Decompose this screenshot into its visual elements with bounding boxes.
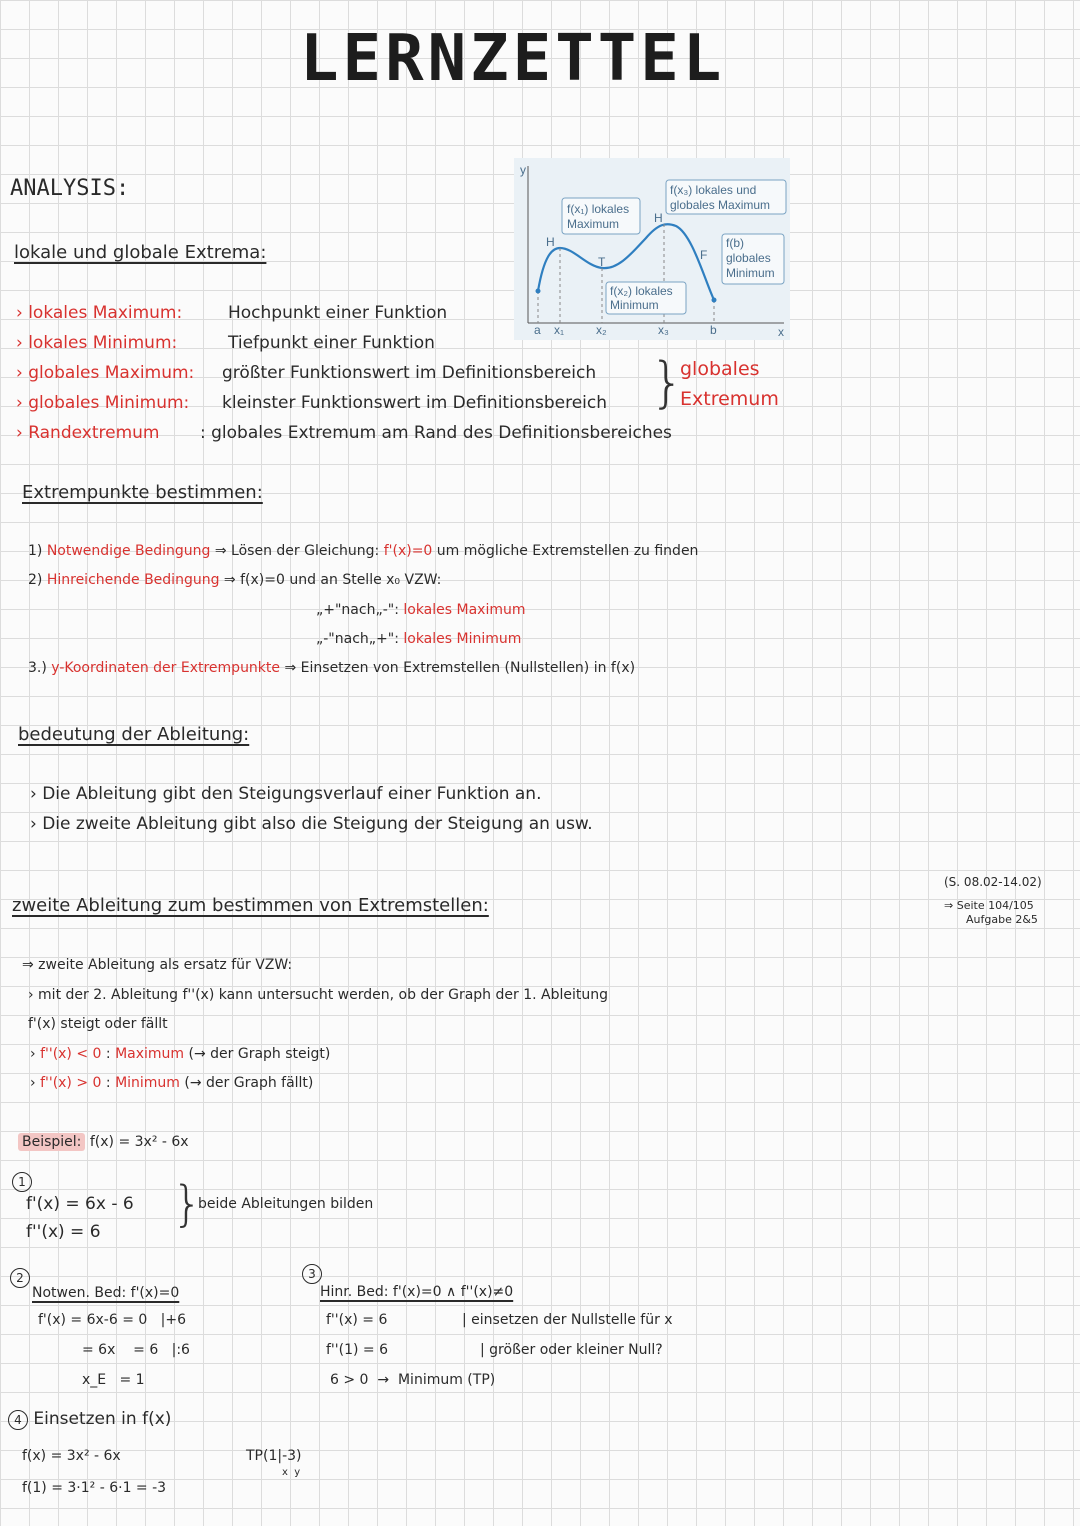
- page-title: LERNZETTEL: [300, 22, 726, 96]
- zweite-line1: ⇒ zweite Ableitung als ersatz für VZW:: [22, 957, 293, 973]
- brace-label-1: globales: [680, 358, 760, 380]
- brace-derivs-note: beide Ableitungen bilden: [198, 1196, 374, 1212]
- beispiel-label: Beispiel:: [18, 1133, 85, 1151]
- step2b: [316, 632, 521, 646]
- label-x3: f(x₃) lokales und: [670, 183, 757, 197]
- tick-x3: x₃: [658, 323, 669, 337]
- step2a-res: lokales Maximum: [403, 602, 526, 618]
- extrema-term-2: › lokales Minimum:: [16, 333, 178, 353]
- circle-4: 4: [8, 1410, 28, 1430]
- extrema-term-1: › lokales Maximum:: [16, 303, 183, 323]
- zweite-heading: zweite Ableitung zum bestimmen von Extremstellen:: [12, 895, 489, 916]
- bed2-l2: = 6x = 6 |:6: [82, 1342, 190, 1358]
- step2-num: 2): [28, 572, 43, 588]
- zweite-case2: [30, 1076, 313, 1090]
- step-marker-1: [12, 1172, 32, 1192]
- circle-1: 1: [12, 1172, 32, 1192]
- case2-cond: f''(x) > 0: [40, 1075, 102, 1091]
- extrempunkte-heading: Extrempunkte bestimmen:: [22, 482, 263, 503]
- extrema-desc-1: Hochpunkt einer Funktion: [228, 303, 448, 323]
- deriv-2: f''(x) = 6: [26, 1222, 101, 1242]
- step-marker-2: [10, 1268, 30, 1288]
- bed3-l3: 6 > 0 → Minimum (TP): [330, 1372, 496, 1388]
- tick-x1: x₁: [554, 323, 565, 337]
- step1-rest: ⇒ Lösen der Gleichung:: [214, 543, 380, 559]
- case1-cond: f''(x) < 0: [40, 1046, 102, 1062]
- ableitung-line2: › Die zweite Ableitung gibt also die Steigung der Steigung an usw.: [30, 814, 593, 834]
- step2: [28, 573, 441, 587]
- ableitung-line1: › Die Ableitung gibt den Steigungsverlauf einer Funktion an.: [30, 784, 542, 804]
- label-x2: f(x₂) lokales: [610, 284, 673, 298]
- bed2-l1: f'(x) = 6x-6 = 0 |+6: [38, 1312, 187, 1328]
- extrema-desc-5: : globales Extremum am Rand des Definitionsbereiches: [200, 423, 672, 443]
- tp-xy: x y: [282, 1467, 301, 1478]
- tick-a: a: [534, 323, 541, 337]
- bed3-head: Hinr. Bed: f'(x)=0 ∧ f''(x)≠0: [320, 1284, 514, 1300]
- step4-head: Einsetzen in f(x): [33, 1409, 172, 1429]
- extrema-term-3: › globales Maximum:: [16, 363, 195, 383]
- point-H2: H: [654, 211, 663, 225]
- step3-num: 3.): [28, 660, 47, 676]
- step2a: [316, 603, 525, 617]
- extrema-desc-4: kleinster Funktionswert im Definitionsbereich: [222, 393, 608, 413]
- beispiel-func: f(x) = 3x² - 6x: [89, 1134, 189, 1150]
- step3: [28, 661, 635, 675]
- circle-2: 2: [10, 1268, 30, 1288]
- step3-red: y-Koordinaten der Extrempunkte: [51, 660, 281, 676]
- step2a-sign: „+"nach„-":: [316, 602, 399, 618]
- point-T: T: [598, 255, 606, 269]
- case1-sep: :: [105, 1046, 111, 1062]
- zweite-line2: › mit der 2. Ableitung f''(x) kann untersucht werden, ob der Graph der 1. Ableitung: [28, 987, 609, 1003]
- brace-derivs: }: [172, 1176, 203, 1232]
- label-x1: f(x₁) lokales: [567, 202, 630, 216]
- zweite-line3: f'(x) steigt oder fällt: [28, 1016, 168, 1032]
- step3-rest: ⇒ Einsetzen von Extremstellen (Nullstellen) in f(x): [284, 660, 636, 676]
- tick-x2: x₂: [596, 323, 607, 337]
- tick-b: b: [710, 323, 717, 337]
- label-x3b: globales Maximum: [670, 198, 771, 212]
- extrema-desc-2: Tiefpunkt einer Funktion: [228, 333, 435, 353]
- extrema-heading: lokale und globale Extrema:: [14, 242, 267, 263]
- step-marker-3: [302, 1264, 322, 1284]
- brace-label-2: Extremum: [680, 388, 779, 410]
- step1: [28, 544, 698, 558]
- point-a: [536, 289, 541, 294]
- point-H1: H: [546, 235, 555, 249]
- deriv-1: f'(x) = 6x - 6: [26, 1194, 134, 1214]
- case2-sep: :: [105, 1075, 111, 1091]
- extrema-graph: [514, 158, 790, 340]
- y-axis-label: y: [520, 163, 526, 177]
- label-bb: globales: [726, 251, 771, 265]
- bed3-l1note: | einsetzen der Nullstelle für x: [462, 1312, 673, 1328]
- extrema-term-4: › globales Minimum:: [16, 393, 190, 413]
- extrema-desc-3: größter Funktionswert im Definitionsbereich: [222, 363, 597, 383]
- x-axis-label: x: [778, 325, 784, 339]
- bed3-l2note: | größer oder kleiner Null?: [480, 1342, 663, 1358]
- point-F: F: [700, 248, 708, 262]
- bed3-l2: f''(1) = 6: [326, 1342, 388, 1358]
- label-b: f(b): [726, 236, 744, 250]
- step2b-sign: „-"nach„+":: [316, 631, 399, 647]
- case2-pre: ›: [30, 1075, 36, 1091]
- circle-3: 3: [302, 1264, 322, 1284]
- bed2-l3: x_E = 1: [82, 1372, 145, 1388]
- case1-pre: ›: [30, 1046, 36, 1062]
- step4-l2: f(1) = 3·1² - 6·1 = -3: [22, 1480, 167, 1496]
- step2-red: Hinreichende Bedingung: [46, 572, 220, 588]
- step2-rest: ⇒ f(x)=0 und an Stelle x₀ VZW:: [223, 572, 442, 588]
- brace-global: }: [650, 351, 685, 414]
- point-b: [712, 298, 717, 303]
- step1-tail: um mögliche Extremstellen zu finden: [436, 543, 699, 559]
- step1-num: 1): [28, 543, 43, 559]
- step1-eq: f'(x)=0: [383, 543, 433, 559]
- beispiel-line: [18, 1135, 189, 1149]
- tp-result: TP(1|-3): [246, 1448, 302, 1464]
- step2b-res: lokales Minimum: [403, 631, 522, 647]
- label-x2b: Minimum: [610, 298, 659, 312]
- section-analysis: ANALYSIS:: [10, 176, 130, 201]
- step1-red: Notwendige Bedingung: [46, 543, 211, 559]
- bed3-l1: f''(x) = 6: [326, 1312, 388, 1328]
- ableitung-heading: bedeutung der Ableitung:: [18, 724, 250, 745]
- bed2-head: Notwen. Bed: f'(x)=0: [32, 1285, 180, 1301]
- label-bc: Minimum: [726, 266, 775, 280]
- zweite-case1: [30, 1047, 330, 1061]
- extrema-term-5: › Randextremum: [16, 423, 160, 443]
- label-x1b: Maximum: [567, 217, 620, 231]
- side-note-2: ⇒ Seite 104/105: [944, 899, 1034, 912]
- side-note-1: (S. 08.02-14.02): [944, 875, 1042, 889]
- case1-note: (→ der Graph steigt): [188, 1046, 331, 1062]
- case1-res: Maximum: [115, 1046, 185, 1062]
- step4-l1: f(x) = 3x² - 6x: [22, 1448, 121, 1464]
- case2-note: (→ der Graph fällt): [184, 1075, 314, 1091]
- side-note-3: Aufgabe 2&5: [966, 913, 1038, 926]
- case2-res: Minimum: [115, 1075, 180, 1091]
- step-4-line: [8, 1410, 171, 1430]
